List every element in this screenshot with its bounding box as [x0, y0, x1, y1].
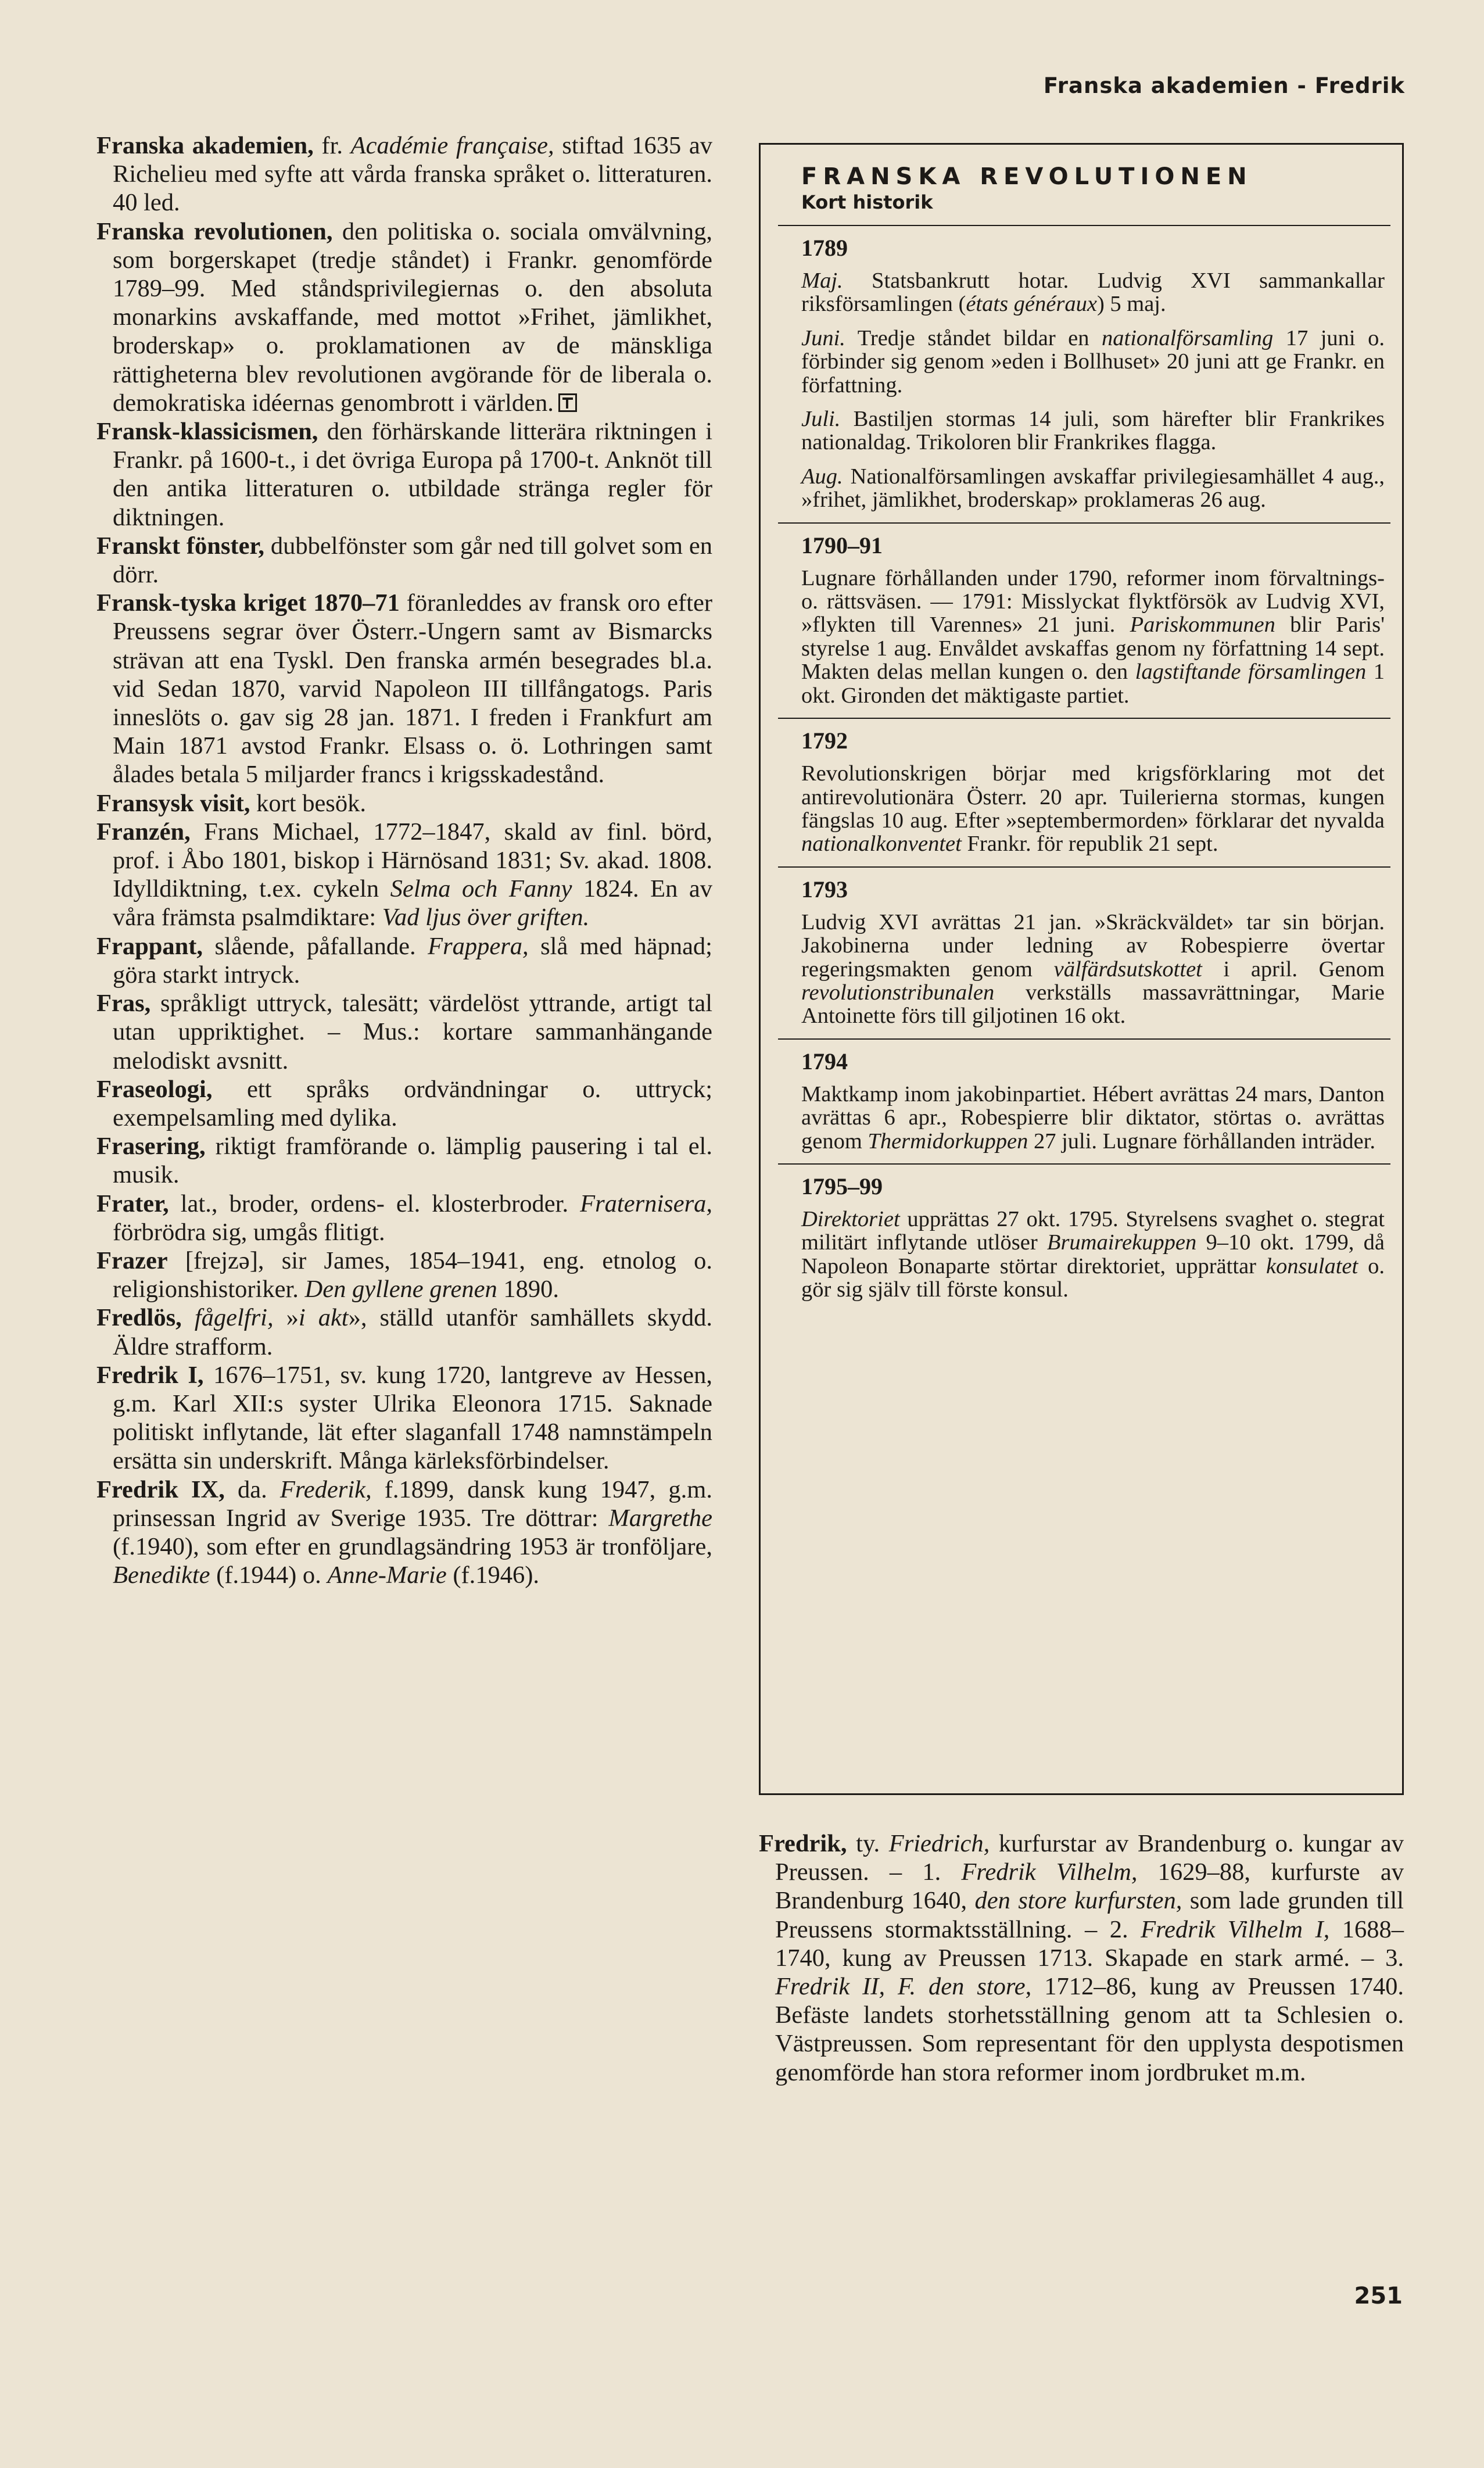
- entry-term: Frappant,: [96, 932, 203, 960]
- box-title: FRANSKA REVOLUTIONEN: [801, 163, 1253, 190]
- entry-term: Franzén,: [96, 818, 191, 846]
- italic-text: Thermidorkuppen: [868, 1129, 1028, 1154]
- dictionary-entry: Fredrik I, 1676–1751, sv. kung 1720, lantgreve av Hessen, g.m. Karl XII:s syster Ulrika Eleonora 1715. Saknade politiskt inflytande, lät efter slaganfall 1748 namnstämpeln ersätta sin underskrift. Många kärleksförbindelser.: [96, 1361, 713, 1475]
- dictionary-entry: Fredlös, fågelfri, »i akt», ställd utanför samhällets skydd. Äldre strafform.: [96, 1304, 712, 1360]
- italic-text: Juni.: [801, 325, 845, 350]
- entry-term: Franska revolutionen,: [96, 217, 333, 245]
- period-year: 1795–99: [801, 1173, 883, 1199]
- entry-term: Frater,: [96, 1190, 169, 1217]
- period-paragraph: Maj. Statsbankrutt hotar. Ludvig XVI sammankallar riksförsamlingen (états généraux) 5 maj.: [801, 268, 1385, 317]
- right-column: [759, 1829, 1404, 2087]
- italic-text: den store kurfursten,: [974, 1887, 1182, 1915]
- period-year: 1792: [801, 728, 848, 754]
- italic-text: Vad ljus över griften.: [382, 904, 590, 932]
- dictionary-entry: Fredrik, ty. Friedrich, kurfurstar av Brandenburg o. kungar av Preussen. – 1. Fredrik Vilhelm, 1629–88, kurfurste av Brandenburg 1640, den store kurfursten, som lade grunden till Preussens stormaktsställning. – 2. Fredrik Vilhelm I, 1688–1740, kung av Preussen 1713. Skapade en stark armé. – 3. Fredrik II, F. den store, 1712–86, kung av Preussen 1740. Befäste landets storhetsställning genom att ta Schlesien o. Västpreussen. Som representant för den upplysta despotismen genomförde han stora reformer inom jordbruket m.m.: [759, 1830, 1404, 2086]
- italic-text: Frappera,: [428, 932, 529, 960]
- italic-text: revolutionstribunalen: [801, 980, 995, 1005]
- italic-text: Selma och Fanny: [390, 875, 572, 903]
- dictionary-entry: Fransk-klassicismen, den förhärskande litterära riktningen i Frankr. på 1600-t., i det övriga Europa på 1700-t. Anknöt till den antika litteraturen o. utbildade stränga regler för diktningen.: [96, 418, 712, 531]
- dictionary-entry: Fraseologi, ett språks ordvändningar o. uttryck; exempelsamling med dylika.: [96, 1075, 712, 1131]
- entry-term: Frazer: [96, 1246, 168, 1274]
- revolution-history-box: [759, 143, 1404, 1795]
- italic-text: Juli.: [801, 407, 841, 432]
- italic-text: konsulatet: [1266, 1253, 1358, 1278]
- period-paragraph: Juni. Tredje ståndet bildar en nationalförsamling 17 juni o. förbinder sig genom »eden i Bollhuset» 20 juni att ge Frankr. en författning.: [801, 325, 1385, 397]
- dictionary-entry: Fransysk visit, kort besök.: [96, 789, 366, 817]
- entry-term: Fransk-tyska kriget 1870–71: [96, 589, 400, 617]
- entry-term: Fras,: [96, 990, 151, 1018]
- italic-text: états généraux: [966, 292, 1097, 317]
- italic-text: Fredrik II, F. den store,: [775, 1973, 1032, 2001]
- running-header: Franska akademien - Fredrik: [1043, 73, 1405, 98]
- dictionary-entry: Frappant, slående, påfallande. Frappera, slå med häpnad; göra starkt intryck.: [96, 932, 712, 988]
- period-year: 1789: [801, 235, 848, 261]
- italic-text: i akt: [298, 1304, 349, 1332]
- page-number: 251: [1354, 2283, 1403, 2309]
- left-column: [96, 131, 712, 1589]
- italic-text: Frederik,: [279, 1475, 372, 1503]
- entry-term: Fredlös,: [96, 1304, 182, 1332]
- italic-text: fågelfri,: [194, 1304, 274, 1332]
- dictionary-entry: Frater, lat., broder, ordens- el. klosterbroder. Fraternisera, förbrödra sig, umgås flitigt.: [96, 1190, 712, 1246]
- italic-text: Pariskommunen: [1130, 612, 1275, 637]
- italic-text: Fredrik Vilhelm I,: [1141, 1915, 1330, 1943]
- italic-text: välfärdsutskottet: [1053, 957, 1202, 982]
- period-paragraph: Aug. Nationalförsamlingen avskaffar privilegiesamhället 4 aug., »frihet, jämlikhet, broderskap» proklameras 26 aug.: [801, 464, 1385, 513]
- entry-term: Fransk-klassicismen,: [96, 418, 318, 446]
- period-paragraph: Maktkamp inom jakobinpartiet. Hébert avrättas 24 mars, Danton avrättas 6 apr., Robespierre blir diktator, störtas o. avrättas genom Thermidorkuppen 27 juli. Lugnare förhållanden inträder.: [801, 1081, 1385, 1154]
- entry-term: Franska akademien,: [96, 132, 314, 159]
- entry-term: Frasering,: [96, 1133, 206, 1160]
- period-year: 1794: [801, 1048, 848, 1074]
- italic-text: Anne-Marie: [327, 1561, 447, 1589]
- dictionary-entry: Fransk-tyska kriget 1870–71 föranleddes av fransk oro efter Preussens segrar över Österr.-Ungern samt av Bismarcks strävan att ena Tyskl. Den franska armén besegrades bl.a. vid Sedan 1870, varvid Napoleon III tillfångatogs. Paris inneslöts o. gav sig 28 jan. 1871. I freden i Frankfurt am Main 1871 avstod Frankr. Elsass o. ö. Lothringen samt ålades betala 5 miljarder francs i krigsskadestånd.: [96, 589, 712, 789]
- dictionary-entry: Frazer [frejzə], sir James, 1854–1941, eng. etnolog o. religionshistoriker. Den gyllene grenen 1890.: [96, 1246, 712, 1303]
- entry-term: Fransysk visit,: [96, 789, 250, 817]
- entry-term: Fraseologi,: [96, 1075, 213, 1103]
- entry-term: Franskt fönster,: [96, 532, 265, 560]
- italic-text: nationalförsamling: [1102, 325, 1274, 350]
- period-paragraph: Juli. Bastiljen stormas 14 juli, som härefter blir Frankrikes nationaldag. Trikoloren blir Frankrikes flagga.: [801, 407, 1385, 455]
- dictionary-entry: Franskt fönster, dubbelfönster som går ned till golvet som en dörr.: [96, 532, 712, 589]
- dictionary-entry: Fredrik IX, da. Frederik, f.1899, dansk kung 1947, g.m. prinsessan Ingrid av Sverige 1935. Tre döttrar: Margrethe (f.1940), som efter en grundlagsändring 1953 är tronföljare, Benedikte (f.1944) o. Anne-Marie (f.1946).: [96, 1475, 712, 1589]
- period-paragraph: Ludvig XVI avrättas 21 jan. »Skräckväldet» tar sin början. Jakobinerna under ledning av Robespierre övertar regeringsmakten genom välfärdsutskottet i april. Genom revolutionstribunalen verkställs massavrättningar, Marie Antoinette förs till giljotinen 16 okt.: [801, 909, 1385, 1029]
- dictionary-entry: Franzén, Frans Michael, 1772–1847, skald av finl. börd, prof. i Åbo 1801, biskop i Härnösand 1831; Sv. akad. 1808. Idylldiktning, t.ex. cykeln Selma och Fanny 1824. En av våra främsta psalmdiktare: Vad ljus över griften.: [96, 818, 712, 932]
- italic-text: Aug.: [801, 464, 843, 489]
- italic-text: Fredrik Vilhelm,: [961, 1858, 1138, 1886]
- italic-text: Direktoriet: [801, 1206, 900, 1231]
- italic-text: Maj.: [801, 268, 843, 293]
- entry-term: Fredrik IX,: [96, 1475, 225, 1503]
- period-paragraph: Direktoriet upprättas 27 okt. 1795. Styrelsens svaghet o. stegrat militärt inflytande utlöser Brumairekuppen 9–10 okt. 1799, då Napoleon Bonaparte störtar direktoriet, upprättar konsulatet o. gör sig själv till förste konsul.: [801, 1206, 1385, 1302]
- dictionary-entry: Franska akademien, fr. Académie française, stiftad 1635 av Richelieu med syfte att vårda franska språket o. litteraturen. 40 led.: [96, 132, 712, 217]
- dictionary-entry: Frasering, riktigt framförande o. lämplig pausering i tal el. musik.: [96, 1133, 712, 1189]
- box-subtitle: Kort historik: [801, 191, 933, 213]
- period-paragraph: Lugnare förhållanden under 1790, reformer inom förvaltnings- o. rättsväsen. — 1791: Misslyckat flyktförsök av Ludvig XVI, »flykten till Varennes» 21 juni. Pariskommunen blir Paris' styrelse 1 aug. Envåldet avskaffas genom ny författning 14 sept. Makten delas mellan kungen o. den lagstiftande församlingen 1 okt. Gironden det mäktigaste partiet.: [801, 565, 1385, 708]
- period-year: 1793: [801, 876, 848, 902]
- italic-text: Fraternisera,: [580, 1190, 712, 1217]
- italic-text: lagstiftande församlingen: [1135, 660, 1367, 685]
- dictionary-entry: Franska revolutionen, den politiska o. sociala omvälvning, som borgerskapet (tredje ståndet) i Frankr. genomförde 1789–99. Med ståndsprivilegiernas o. den absoluta monarkins avskaffande, med mottot »Frihet, jämlikhet, broderskap» o. proklamationen av de mänskliga rättigheterna blev revolutionen avgörande för de liberala o. demokratiska idéernas genombrott i världen.: [96, 217, 713, 417]
- entry-term: Fredrik I,: [96, 1361, 204, 1389]
- periods-list: [801, 225, 1385, 1302]
- entry-term: Fredrik,: [759, 1830, 847, 1857]
- italic-text: Den gyllene grenen: [304, 1276, 497, 1303]
- period-paragraph: Revolutionskrigen börjar med krigsförklaring mot det antirevolutionära Österr. 20 apr. Tuilerierna stormas, kungen fängslas 10 aug. Efter »septembermorden» förklarar det nyvalda nationalkonventet Frankr. för republik 21 sept.: [801, 761, 1385, 857]
- italic-text: Friedrich,: [888, 1830, 990, 1857]
- period-year: 1790–91: [801, 532, 883, 558]
- italic-text: Académie française,: [350, 132, 554, 159]
- italic-text: Brumairekuppen: [1046, 1230, 1197, 1255]
- italic-text: Benedikte: [113, 1561, 210, 1589]
- italic-text: Margrethe: [608, 1504, 712, 1532]
- italic-text: nationalkonventet: [801, 832, 962, 857]
- source-icon: [558, 393, 577, 412]
- dictionary-entry: Fras, språkligt uttryck, talesätt; värdelöst yttrande, artigt tal utan uppriktighet. – Mus.: kortare sammanhängande melodiskt avsnitt.: [96, 990, 712, 1074]
